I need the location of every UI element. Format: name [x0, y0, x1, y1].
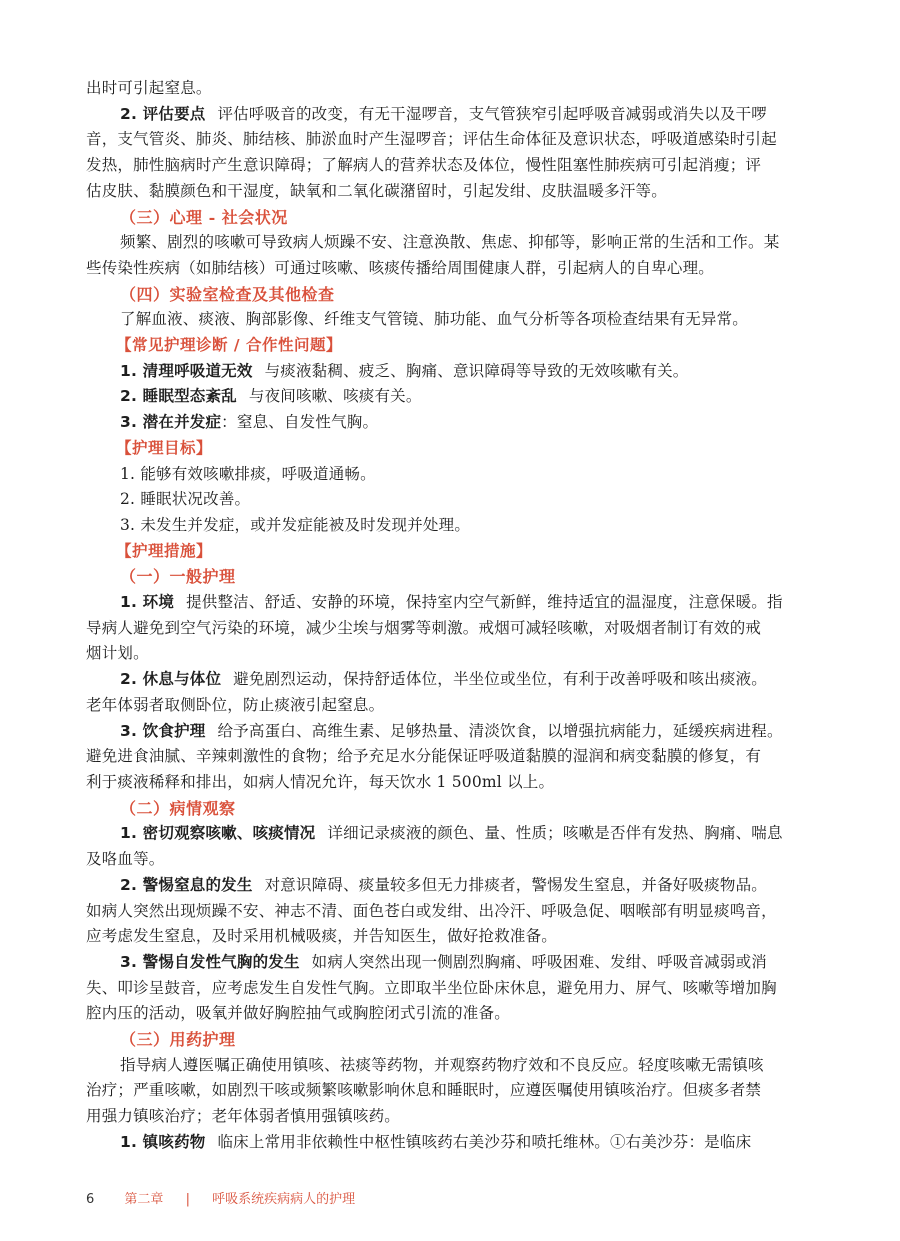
line-text: 音，支气管炎、肺炎、肺结核、肺淤血时产生湿啰音；评估生命体征及意识状态，呼吸道感染时引起	[86, 130, 777, 149]
text-line	[86, 153, 816, 179]
line-text: 发热，肺性脑病时产生意识障碍；了解病人的营养状态及体位，慢性阻塞性肺疾病可引起消瘦；评	[86, 156, 762, 175]
text-line	[86, 667, 816, 693]
line-text: 了解血液、痰液、胸部影像、纤维支气管镜、肺功能、血气分析等各项检查结果有无异常。	[120, 310, 749, 329]
term-label: 2. 警惕窒息的发生	[120, 875, 253, 894]
term-label: 3. 饮食护理	[120, 721, 206, 740]
text-line	[86, 462, 816, 488]
subsection-heading: （四）实验室检查及其他检查	[120, 284, 335, 304]
term-label: 3. 警惕自发性气胸的发生	[120, 952, 300, 971]
term-label: 2. 睡眠型态紊乱	[120, 387, 237, 406]
term-label: 1. 环境	[120, 593, 175, 612]
term-label: 3. 潜在并发症	[120, 413, 222, 432]
text-line	[86, 719, 816, 745]
line-text: 提供整洁、舒适、安静的环境，保持室内空气新鲜，维持适宜的温湿度，注意保暖。指	[186, 593, 783, 612]
line-text: 用强力镇咳治疗；老年体弱者慎用强镇咳药。	[86, 1107, 401, 1126]
line-text: 临床上常用非依赖性中枢性镇咳药右美沙芬和喷托维林。①右美沙芬：是临床	[217, 1132, 752, 1151]
text-line	[86, 307, 816, 333]
term-label: 1. 清理呼吸道无效	[120, 361, 253, 380]
chapter-label: 第二章	[124, 1192, 164, 1207]
line-text: 利于痰液稀释和排出，如病人情况允许，每天饮水 1 500ml 以上。	[86, 772, 555, 791]
page-footer	[86, 1188, 355, 1207]
text-line	[86, 384, 816, 410]
line-text: 腔内压的活动，吸氧并做好胸腔抽气或胸腔闭式引流的准备。	[86, 1004, 510, 1023]
text-line	[86, 359, 816, 385]
line-text: 烟计划。	[86, 644, 149, 663]
line-text: 避免进食油腻、辛辣刺激性的食物；给予充足水分能保证呼吸道黏膜的湿润和病变黏膜的修复，有	[86, 747, 762, 766]
line-text: ：窒息、自发性气胸。	[221, 413, 379, 432]
text-line	[86, 230, 816, 256]
line-text: 及咯血等。	[86, 850, 165, 869]
line-text: 治疗；严重咳嗽，如剧烈干咳或频繁咳嗽影响休息和睡眠时，应遵医嘱使用镇咳治疗。但痰多者禁	[86, 1081, 762, 1100]
text-line	[86, 976, 816, 1002]
line-text: 详细记录痰液的颜色、量、性质；咳嗽是否伴有发热、胸痛、喘息	[327, 824, 783, 843]
page-body	[86, 76, 816, 1156]
line-text: 频繁、剧烈的咳嗽可导致病人烦躁不安、注意涣散、焦虑、抑郁等，影响正常的生活和工作。某	[120, 233, 780, 252]
line-text: 2. 睡眠状况改善。	[120, 490, 251, 509]
section-heading: 【护理目标】	[116, 438, 213, 457]
line-text: 导病人避免到空气污染的环境，减少尘埃与烟雾等刺激。戒烟可减轻咳嗽，对吸烟者制订有效的戒	[86, 618, 762, 637]
line-text: 指导病人遵医嘱正确使用镇咳、祛痰等药物，并观察药物疗效和不良反应。轻度咳嗽无需镇咳	[120, 1055, 764, 1074]
text-line	[86, 76, 816, 102]
text-line	[86, 924, 816, 950]
text-line	[86, 770, 816, 796]
text-line	[86, 616, 816, 642]
text-line	[86, 847, 816, 873]
line-text: 3. 未发生并发症，或并发症能被及时发现并处理。	[120, 515, 471, 534]
subsection-heading: （三）心理 - 社会状况	[120, 207, 288, 227]
line-text: 与夜间咳嗽、咳痰有关。	[248, 387, 422, 406]
line-text: 对意识障碍、痰量较多但无力排痰者，警惕发生窒息，并备好吸痰物品。	[264, 875, 767, 894]
chapter-title: 呼吸系统疾病病人的护理	[212, 1192, 356, 1207]
line-text: 应考虑发生窒息，及时采用机械吸痰，并告知医生，做好抢救准备。	[86, 927, 558, 946]
text-line	[86, 1130, 816, 1156]
term-label: 2. 休息与体位	[120, 670, 222, 689]
text-line	[86, 744, 816, 770]
line-text: 1. 能够有效咳嗽排痰，呼吸道通畅。	[120, 464, 376, 483]
line-text: 如病人突然出现烦躁不安、神志不清、面色苍白或发绀、出冷汗、呼吸急促、咽喉部有明显痰鸣音，	[86, 901, 777, 920]
footer-separator: |	[185, 1192, 190, 1207]
line-text: 如病人突然出现一侧剧烈胸痛、呼吸困难、发绀、呼吸音减弱或消	[311, 952, 767, 971]
line-text: 出时可引起窒息。	[86, 79, 212, 97]
text-line	[86, 127, 816, 153]
text-line	[86, 1104, 816, 1130]
line-text: 些传染性疾病（如肺结核）可通过咳嗽、咳痰传播给周围健康人群，引起病人的自卑心理。	[86, 258, 715, 277]
text-line	[86, 899, 816, 925]
line-text: 老年体弱者取侧卧位，防止痰液引起窒息。	[86, 695, 385, 714]
term-label: 2. 评估要点	[120, 104, 206, 123]
text-line	[86, 1001, 816, 1027]
text-line	[86, 873, 816, 899]
text-line	[86, 1053, 816, 1079]
subsection-heading: （一）一般护理	[120, 567, 236, 587]
text-line	[86, 102, 816, 128]
text-line	[86, 410, 816, 436]
text-line	[86, 641, 816, 667]
line-text: 给予高蛋白、高维生素、足够热量、清淡饮食，以增强抗病能力，延缓疾病进程。	[217, 721, 783, 740]
text-line	[86, 821, 816, 847]
term-label: 1. 密切观察咳嗽、咳痰情况	[120, 824, 316, 843]
term-label: 1. 镇咳药物	[120, 1132, 206, 1151]
line-text: 与痰液黏稠、疲乏、胸痛、意识障碍等导致的无效咳嗽有关。	[264, 361, 689, 380]
text-line	[86, 590, 816, 616]
subsection-heading: （二）病情观察	[120, 798, 236, 818]
text-line	[86, 513, 816, 539]
section-heading: 【常见护理诊断 / 合作性问题】	[116, 336, 342, 355]
text-line	[86, 487, 816, 513]
text-line	[86, 950, 816, 976]
line-text: 评估呼吸音的改变，有无干湿啰音，支气管狭窄引起呼吸音减弱或消失以及干啰	[217, 104, 767, 123]
text-line	[86, 179, 816, 205]
page-number: 6	[86, 1192, 95, 1207]
line-text: 失、叩诊呈鼓音，应考虑发生自发性气胸。立即取半坐位卧床休息，避免用力、屏气、咳嗽等增加胸	[86, 978, 777, 997]
subsection-heading: （三）用药护理	[120, 1030, 236, 1050]
line-text: 估皮肤、黏膜颜色和干湿度，缺氧和二氧化碳潴留时，引起发绀、皮肤温暖多汗等。	[86, 181, 667, 200]
section-heading: 【护理措施】	[116, 541, 213, 560]
text-line	[86, 1078, 816, 1104]
text-line	[86, 256, 816, 282]
text-line	[86, 693, 816, 719]
line-text: 避免剧烈运动，保持舒适体位，半坐位或坐位，有利于改善呼吸和咳出痰液。	[233, 670, 767, 689]
